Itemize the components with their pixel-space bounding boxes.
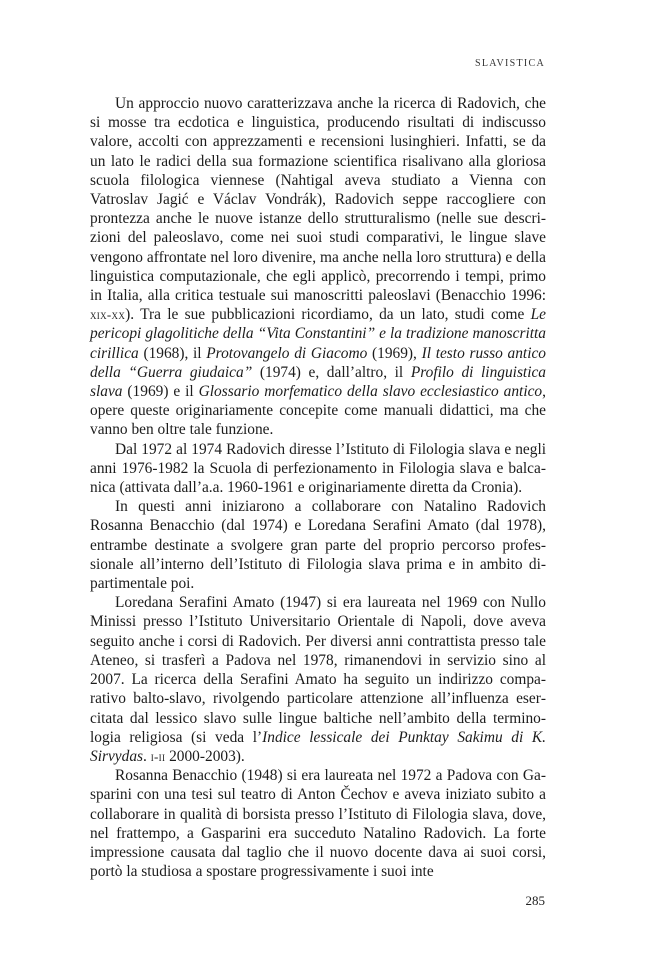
text-span: (1968), il — [138, 344, 207, 362]
text-span: (1969), — [367, 344, 422, 362]
body-text — [90, 94, 546, 881]
paragraph-2: Dal 1972 al 1974 Radovich diresse l’Istituto di Filologia slava e negli anni 1976-1982 la Scuola di perfezionamento in Filologia slava e balcanica (attivata dall’a.a. 1960-1961 e originariamente diretta da Cronia). — [90, 440, 546, 497]
page-number: 285 — [525, 893, 545, 908]
work-title: Le pericopi glagolitiche della “Vita Constantini” e la tradizione manoscritta cirillica — [90, 306, 546, 362]
work-title: Protovangelo di Giacomo — [206, 344, 368, 362]
text-span: Un approccio nuovo caratterizzava anche la ricerca di Radovich, che si mosse tra ecdotica e linguistica, producendo risultati di indiscusso valore, accolti con apprezzamenti e recensioni lusinghieri. Infatti, se da un lato le radici della sua formazione scientifica risalivano alla gloriosa scuola filologica viennese (Nahtigal aveva studiato a Vienna con Vatroslav Jagić e Václav Vondrák), Radovich seppe raccogliere con prontezza anche le nuove istanze dello strutturalismo (nelle sue descrizioni del paleoslavo, come nei suoi studi comparativi, le lingue slave vengono affrontate nel loro divenire, ma anche nella loro struttura) e della linguistica computazionale, che egli applicò, precorrendo i tempi, primo in Italia, alla critica testuale sui manoscritti paleoslavi (Benacchio 1996: — [90, 95, 546, 305]
work-title: Profilo di linguistica slava — [90, 363, 547, 401]
text-span: Loredana Serafini Amato (1947) si era laureata nel 1969 con Nullo Minissi presso l’Istituto Universitario Orientale di Napoli, dove aveva seguito anche i corsi di Radovich. Per diversi anni contrattista presso tale Ateneo, si trasferì a Padova nel 1978, rimanendovi in servizio sino al 2007. La ricerca della Serafini Amato ha seguito un indirizzo comparativo balto-slavo, rivolgendo particolare attenzione all’influenza esercitata dal lessico slavo sulle lingue baltiche nell’ambito della terminologia religiosa (si veda l’ — [90, 594, 546, 746]
page-range: xix-xx — [90, 307, 126, 323]
text-span: , opere queste originariamente concepite come manuali didattici, ma che vanno ben oltre tale funzione. — [90, 383, 546, 439]
paragraph-4 — [90, 593, 546, 766]
paragraph-5: Rosanna Benacchio (1948) si era laureata nel 1972 a Padova con Gasparini con una tesi sul teatro di Anton Čechov e aveva iniziato subito a collaborare in qualità di borsista presso l’Istituto di Filologia slava, dove, nel frattempo, a Gasparini era succeduto Natalino Radovich. La forte impressione causata dal taglio che il nuovo docente dava ai suoi corsi, portò la studiosa a spostare progressivamente i suoi inte — [90, 767, 546, 881]
text-span: . — [143, 747, 151, 765]
text-span: (1969) e il — [122, 383, 199, 401]
text-span: ). Tra le sue pubblicazioni ricordiamo, da un lato, studi come — [125, 306, 531, 324]
text-span: (1974) e, dall’altro, il — [252, 363, 411, 381]
work-title: Indice lessicale dei Punktay Sakimu di K. Sirvydas — [90, 728, 546, 765]
work-title: Glossario morfematico della slavo ecclesiastico antico — [198, 383, 543, 401]
text-span: 2000-2003). — [165, 747, 245, 765]
paragraph-3: In questi anni iniziarono a collaborare con Natalino Radovich Rosanna Benacchio (dal 1974) e Loredana Serafini Amato (dal 1978), entrambe destinate a svolgere gran parte del proprio percorso professionale all’interno dell’Istituto di Filologia slava prima e in ambito dipartimentale poi. — [90, 498, 546, 593]
paragraph-1 — [90, 94, 546, 440]
work-title: Il testo russo antico della “Guerra giudaica” — [90, 344, 547, 381]
volume-range: i-ii — [150, 748, 166, 764]
running-head: SLAVISTICA — [474, 58, 545, 69]
